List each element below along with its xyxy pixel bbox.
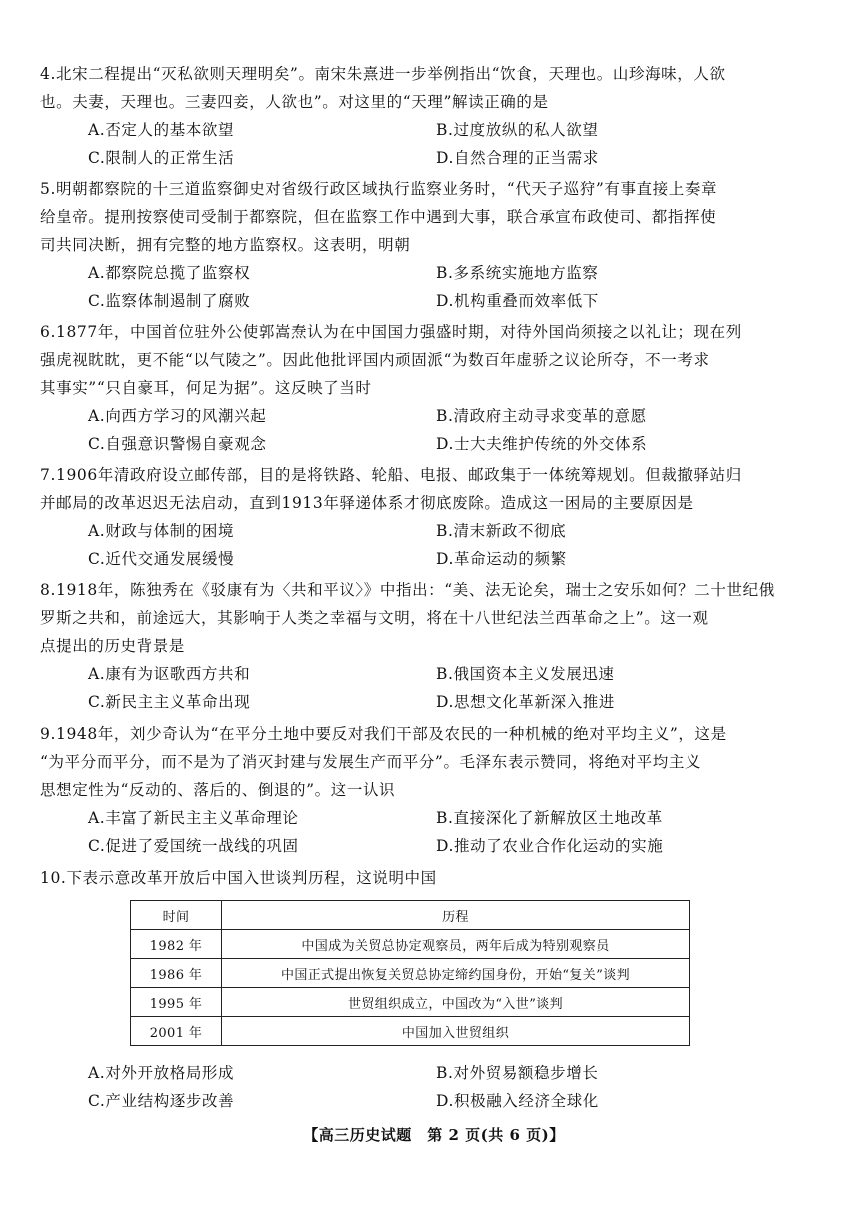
option-b[interactable]: B.过度放纵的私人欲望: [436, 121, 599, 139]
option-a[interactable]: A.向西方学习的风潮兴起: [88, 407, 267, 425]
question-stem-line: 5.明朝都察院的十三道监察御史对省级行政区域执行监察业务时，“代天子巡狩”有事直接上奏章: [40, 180, 718, 198]
question-stem-line: 给皇帝。提刑按察使司受制于都察院，但在监察工作中遇到大事，联合承宣布政使司、都指挥使: [40, 208, 717, 226]
option-a[interactable]: A.财政与体制的困境: [88, 522, 235, 540]
option-c[interactable]: C.促进了爱国统一战线的巩固: [88, 837, 299, 855]
question-stem-line: 也。夫妻，天理也。三妻四妾，人欲也”。对这里的“天理”解读正确的是: [40, 93, 549, 111]
option-d[interactable]: D.士大夫维护传统的外交体系: [436, 435, 648, 453]
option-c[interactable]: C.自强意识警惕自豪观念: [88, 435, 267, 453]
question-10: [40, 864, 840, 892]
question-stem-line: 10.下表示意改革开放后中国入世谈判历程，这说明中国: [40, 869, 437, 887]
option-d[interactable]: D.机构重叠而效率低下: [436, 292, 599, 310]
question-stem-line: 4.北宋二程提出“灭私欲则天理明矣”。南宋朱熹进一步举例指出“饮食，天理也。山珍海味，人欲: [40, 65, 726, 83]
history-table: [130, 900, 690, 1046]
option-c[interactable]: C.产业结构逐步改善: [88, 1092, 235, 1110]
table-header-process: 历程: [222, 901, 690, 930]
options: [40, 1059, 840, 1115]
option-b[interactable]: B.俄国资本主义发展迅速: [436, 665, 615, 683]
table-row: [131, 959, 690, 988]
options: [40, 259, 840, 315]
question-6: [40, 318, 840, 458]
question-stem-line: 9.1948年，刘少奇认为“在平分土地中要反对我们干部及农民的一种机械的绝对平均主义”，这是: [40, 725, 727, 743]
options: [40, 116, 840, 172]
question-stem-line: “为平分而平分，而不是为了消灭封建与发展生产而平分”。毛泽东表示赞同，将绝对平均主义: [40, 753, 702, 771]
option-b[interactable]: B.直接深化了新解放区土地改革: [436, 809, 663, 827]
options: [40, 804, 840, 860]
options: [40, 402, 840, 458]
table-cell-event: 世贸组织成立，中国改为“入世”谈判: [222, 988, 690, 1017]
table-cell-year: 1982 年: [131, 930, 222, 959]
question-stem-line: 点提出的历史背景是: [40, 637, 185, 655]
question-stem-line: 其事实”“只自豪耳，何足为据”。这反映了当时: [40, 379, 372, 397]
option-d[interactable]: D.推动了农业合作化运动的实施: [436, 837, 664, 855]
table-cell-year: 1986 年: [131, 959, 222, 988]
option-a[interactable]: A.康有为讴歌西方共和: [88, 665, 251, 683]
table-row: [131, 930, 690, 959]
question-stem-line: 6.1877年，中国首位驻外公使郭嵩焘认为在中国国力强盛时期，对待外国尚须接之以礼让；现在列: [40, 323, 742, 341]
option-a[interactable]: A.都察院总揽了监察权: [88, 264, 251, 282]
question-9: [40, 720, 840, 860]
question-stem-line: 罗斯之共和，前途远大，其影响于人类之幸福与文明，将在十八世纪法兰西革命之上”。这一观: [40, 609, 709, 627]
question-5: [40, 175, 840, 315]
option-b[interactable]: B.清末新政不彻底: [436, 522, 567, 540]
option-b[interactable]: B.清政府主动寻求变革的意愿: [436, 407, 647, 425]
option-c[interactable]: C.监察体制遏制了腐败: [88, 292, 251, 310]
table-header-time: 时间: [131, 901, 222, 930]
table-cell-year: 2001 年: [131, 1017, 222, 1046]
option-a[interactable]: A.对外开放格局形成: [88, 1064, 235, 1082]
option-d[interactable]: D.自然合理的正当需求: [436, 149, 599, 167]
table-cell-event: 中国正式提出恢复关贸总协定缔约国身份，开始“复关”谈判: [222, 959, 690, 988]
question-stem-line: 并邮局的改革迟迟无法启动，直到1913年驿递体系才彻底废除。造成这一困局的主要原因是: [40, 494, 694, 512]
option-d[interactable]: D.革命运动的频繁: [436, 550, 567, 568]
option-a[interactable]: A.否定人的基本欲望: [88, 121, 235, 139]
option-c[interactable]: C.限制人的正常生活: [88, 149, 235, 167]
option-c[interactable]: C.新民主主义革命出现: [88, 693, 251, 711]
question-stem-line: 8.1918年，陈独秀在《驳康有为〈共和平议〉》中指出：“美、法无论矣，瑞士之安乐如何？二十世纪俄: [40, 581, 775, 599]
option-b[interactable]: B.对外贸易额稳步增长: [436, 1064, 599, 1082]
table-cell-year: 1995 年: [131, 988, 222, 1017]
table-header-row: [131, 901, 690, 930]
option-b[interactable]: B.多系统实施地方监察: [436, 264, 599, 282]
question-stem-line: 强虎视眈眈，更不能“以气陵之”。因此他批评国内顽固派“为数百年虚骄之议论所夺，不一考求: [40, 351, 710, 369]
page-footer: 【高三历史试题 第 2 页(共 6 页)】: [303, 1126, 565, 1144]
question-stem-line: 7.1906年清政府设立邮传部，目的是将铁路、轮船、电报、邮政集于一体统筹规划。但裁撤驿站归: [40, 466, 742, 484]
option-c[interactable]: C.近代交通发展缓慢: [88, 550, 235, 568]
question-stem-line: 司共同决断，拥有完整的地方监察权。这表明，明朝: [40, 236, 411, 254]
question-8: [40, 576, 840, 716]
table-cell-event: 中国加入世贸组织: [222, 1017, 690, 1046]
option-a[interactable]: A.丰富了新民主主义革命理论: [88, 809, 299, 827]
options: [40, 517, 840, 573]
option-d[interactable]: D.思想文化革新深入推进: [436, 693, 616, 711]
question-7: [40, 461, 840, 573]
question-10-options: [40, 1059, 840, 1115]
question-4: [40, 60, 840, 172]
question-stem-line: 思想定性为“反动的、落后的、倒退的”。这一认识: [40, 781, 396, 799]
table-row: [131, 988, 690, 1017]
options: [40, 660, 840, 716]
option-d[interactable]: D.积极融入经济全球化: [436, 1092, 599, 1110]
table-cell-event: 中国成为关贸总协定观察员，两年后成为特别观察员: [222, 930, 690, 959]
table-row: [131, 1017, 690, 1046]
